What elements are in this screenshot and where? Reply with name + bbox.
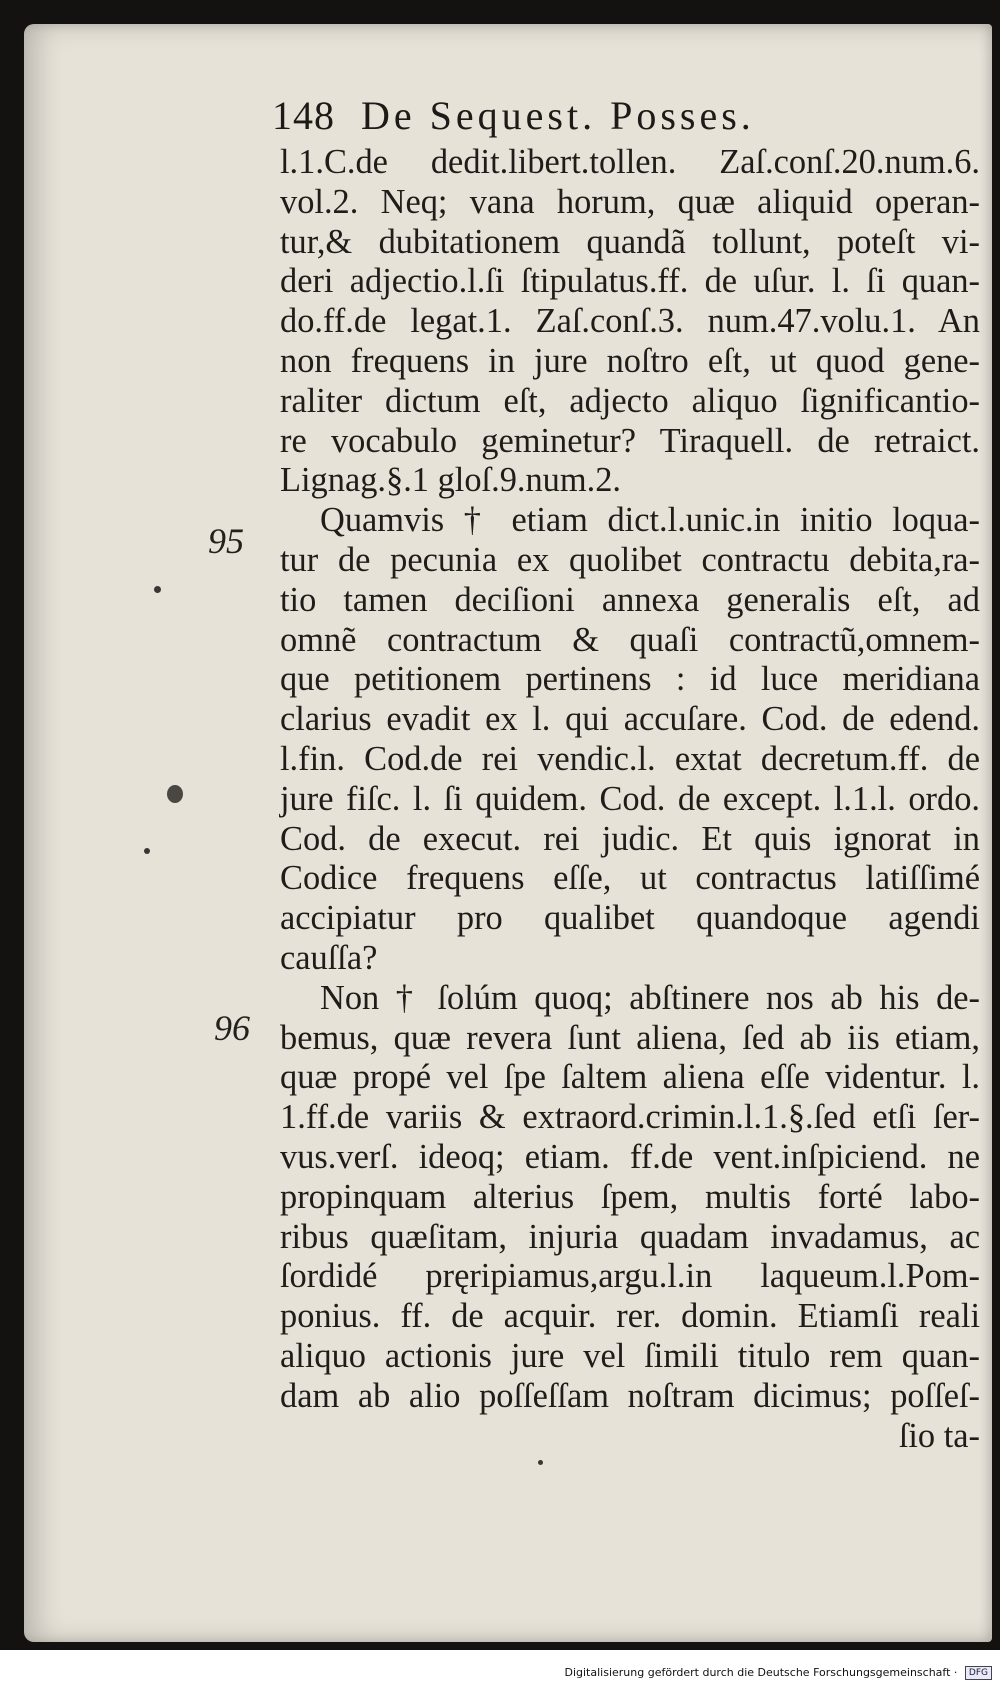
text-line: 1.ff.de variis & extraord.crimin.l.1.§.ſed etſi ſer- xyxy=(280,1098,980,1137)
text-line: quæ propé vel ſpe ſaltem aliena eſſe videntur. l. xyxy=(280,1058,980,1097)
text-line: ponius. ff. de acquir. rer. domin. Etiamſi reali xyxy=(280,1297,980,1336)
text-line: non frequens in jure noſtro eſt, ut quod gene- xyxy=(280,341,980,380)
text-line: ribus quæſitam, injuria quadam invadamus, ac xyxy=(280,1217,980,1256)
text-line: omnẽ contractum & quaſi contractũ,omnem- xyxy=(280,620,980,659)
text-line: que petitionem pertinens : id luce meridiana xyxy=(280,660,980,699)
text-line: tur de pecunia ex quolibet contractu debita,ra- xyxy=(280,540,980,579)
text-line: do.ff.de legat.1. Zaſ.conſ.3. num.47.volu.1. An xyxy=(280,302,980,341)
ink-speck xyxy=(144,848,150,854)
page-header xyxy=(272,92,755,139)
ink-speck xyxy=(154,586,161,593)
ink-speck xyxy=(538,1460,543,1465)
text-line: cauſſa? xyxy=(280,938,378,977)
text-line: deri adjectio.l.ſi ſtipulatus.ff. de uſur. l. ſi quan- xyxy=(280,262,980,301)
page-number: 148 xyxy=(272,93,335,138)
body-text xyxy=(280,143,980,1456)
text-line: Non † ſolúm quoq; abſtinere nos ab his de- xyxy=(320,978,980,1017)
text-line: jure fiſc. l. ſi quidem. Cod. de except. l.1.l. ordo. xyxy=(280,779,980,818)
text-line: raliter dictum eſt, adjecto aliquo ſignificantio- xyxy=(280,381,980,420)
running-title: De Sequest. Posses. xyxy=(361,93,755,138)
text-line: aliquo actionis jure vel ſimili titulo rem quan- xyxy=(280,1336,980,1375)
text-line: ſordidé pręripiamus,argu.l.in laqueum.l.Pom- xyxy=(280,1257,980,1296)
text-line: l.fin. Cod.de rei vendic.l. extat decretum.ff. de xyxy=(280,739,980,778)
margin-note-96: 96 xyxy=(214,1008,250,1048)
ink-speck xyxy=(167,785,183,803)
text-line: vus.verſ. ideoq; etiam. ff.de vent.inſpiciend. ne xyxy=(280,1137,980,1176)
credit-text: Digitalisierung gefördert durch die Deutsche Forschungsgemeinschaft · xyxy=(564,1666,958,1679)
text-line: Cod. de execut. rei judic. Et quis ignorat in xyxy=(280,819,980,858)
text-line: tur,& dubitationem quandã tollunt, poteſt vi- xyxy=(280,222,980,261)
text-line: dam ab alio poſſeſſam noſtram dicimus; poſſeſ- xyxy=(280,1376,980,1415)
text-line: l.1.C.de dedit.libert.tollen. Zaſ.conſ.20.num.6. xyxy=(280,143,980,181)
text-line: Lignag.§.1 gloſ.9.num.2. xyxy=(280,461,622,500)
digitization-credit xyxy=(564,1666,992,1680)
text-line: accipiatur pro qualibet quandoque agendi xyxy=(280,899,980,938)
dfg-logo-icon: DFG xyxy=(965,1666,992,1680)
text-line: bemus, quæ revera ſunt aliena, ſed ab iis etiam, xyxy=(280,1018,980,1057)
text-line: clarius evadit ex l. qui accuſare. Cod. de edend. xyxy=(280,700,980,739)
text-line: Quamvis † etiam dict.l.unic.in initio loqua- xyxy=(320,501,980,540)
text-line: Codice frequens eſſe, ut contractus latiſſimé xyxy=(280,859,980,898)
text-line: re vocabulo geminetur? Tiraquell. de retraict. xyxy=(280,421,980,460)
margin-note-95: 95 xyxy=(208,521,244,561)
text-line: propinquam alterius ſpem, multis forté labo- xyxy=(280,1177,980,1216)
text-line: vol.2. Neq; vana horum, quæ aliquid operan- xyxy=(280,182,980,221)
catchword: ſio ta- xyxy=(898,1416,980,1455)
text-line: tio tamen deciſioni annexa generalis eſt, ad xyxy=(280,580,980,619)
